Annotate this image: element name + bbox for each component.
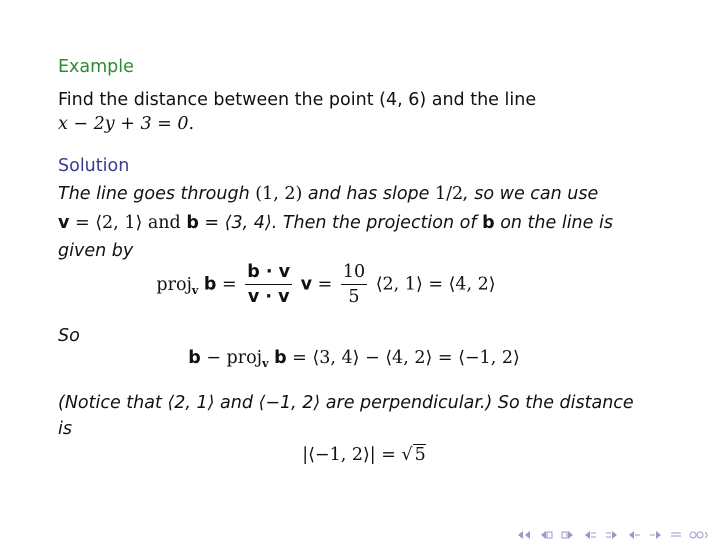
vector-b: b: [186, 213, 199, 233]
fraction-numerator: 10: [341, 262, 367, 285]
solution-line2: [58, 212, 613, 235]
vector-b-ref: b: [482, 213, 495, 233]
slope-math: 1/2: [434, 184, 464, 204]
distance-lhs: |⟨−1, 2⟩| = √: [302, 445, 413, 465]
vector-b: b: [203, 274, 217, 295]
next-section-icon[interactable]: [604, 530, 620, 540]
vector-v: v: [300, 274, 313, 295]
text-segment: The line goes through: [58, 184, 256, 204]
fraction-denominator: v · v: [247, 287, 290, 307]
search-icon[interactable]: [688, 530, 710, 540]
fraction-numerator: b · v: [245, 262, 292, 285]
proj-label: proj: [156, 274, 192, 295]
example-equation: x − 2y + 3 = 0.: [58, 114, 195, 134]
vector-b: b: [188, 348, 201, 368]
proj-operator: [227, 348, 269, 368]
vector-v: v: [58, 213, 70, 233]
difference-equation: [0, 348, 718, 370]
is-label: is: [58, 419, 72, 439]
fraction-denominator: 5: [348, 287, 360, 307]
text-segment: = ⟨3, 4⟩. Then the projection of: [204, 213, 483, 233]
proj-operator: [156, 275, 198, 295]
equals-sign: =: [222, 274, 237, 295]
proj-subscript: v: [262, 357, 269, 370]
beamer-navigation: [516, 530, 710, 540]
example-text-line1: Find the distance between the point (4, 6) and the line: [58, 90, 537, 110]
distance-equation: [0, 444, 728, 465]
example-heading: Example: [58, 57, 134, 77]
notice-line: (Notice that ⟨2, 1⟩ and ⟨−1, 2⟩ are perpendicular.) So the distance: [58, 393, 634, 413]
sqrt-radicand: 5: [414, 445, 426, 465]
vector-v-value: = ⟨2, 1⟩ and: [75, 213, 187, 233]
difference-result: = ⟨3, 4⟩ − ⟨4, 2⟩ = ⟨−1, 2⟩: [292, 348, 520, 368]
equals-sign: =: [312, 274, 333, 295]
text-segment: on the line is: [494, 213, 613, 233]
text-segment: , so we can use: [463, 184, 599, 204]
vector-b: b: [274, 348, 287, 368]
next-subsection-icon[interactable]: [648, 530, 664, 540]
projection-result: ⟨2, 1⟩ = ⟨4, 2⟩: [375, 274, 496, 295]
solution-line3: given by: [58, 241, 134, 261]
numeric-fraction: [341, 262, 367, 307]
align-icon[interactable]: [670, 530, 682, 540]
prev-section-icon[interactable]: [582, 530, 598, 540]
solution-line1: [58, 183, 598, 206]
minus-sign: −: [206, 348, 221, 368]
prev-subsection-icon[interactable]: [626, 530, 642, 540]
next-frame-icon[interactable]: [560, 530, 576, 540]
prev-frame-icon[interactable]: [538, 530, 554, 540]
first-frame-icon[interactable]: [516, 530, 532, 540]
dot-product-fraction: [245, 262, 292, 307]
proj-subscript: v: [191, 283, 199, 297]
solution-heading: Solution: [58, 156, 130, 176]
point-math: (1, 2): [255, 184, 303, 204]
text-segment: and has slope: [302, 184, 435, 204]
proj-label: proj: [226, 348, 263, 368]
projection-equation: [0, 262, 690, 307]
so-label: So: [58, 326, 80, 346]
